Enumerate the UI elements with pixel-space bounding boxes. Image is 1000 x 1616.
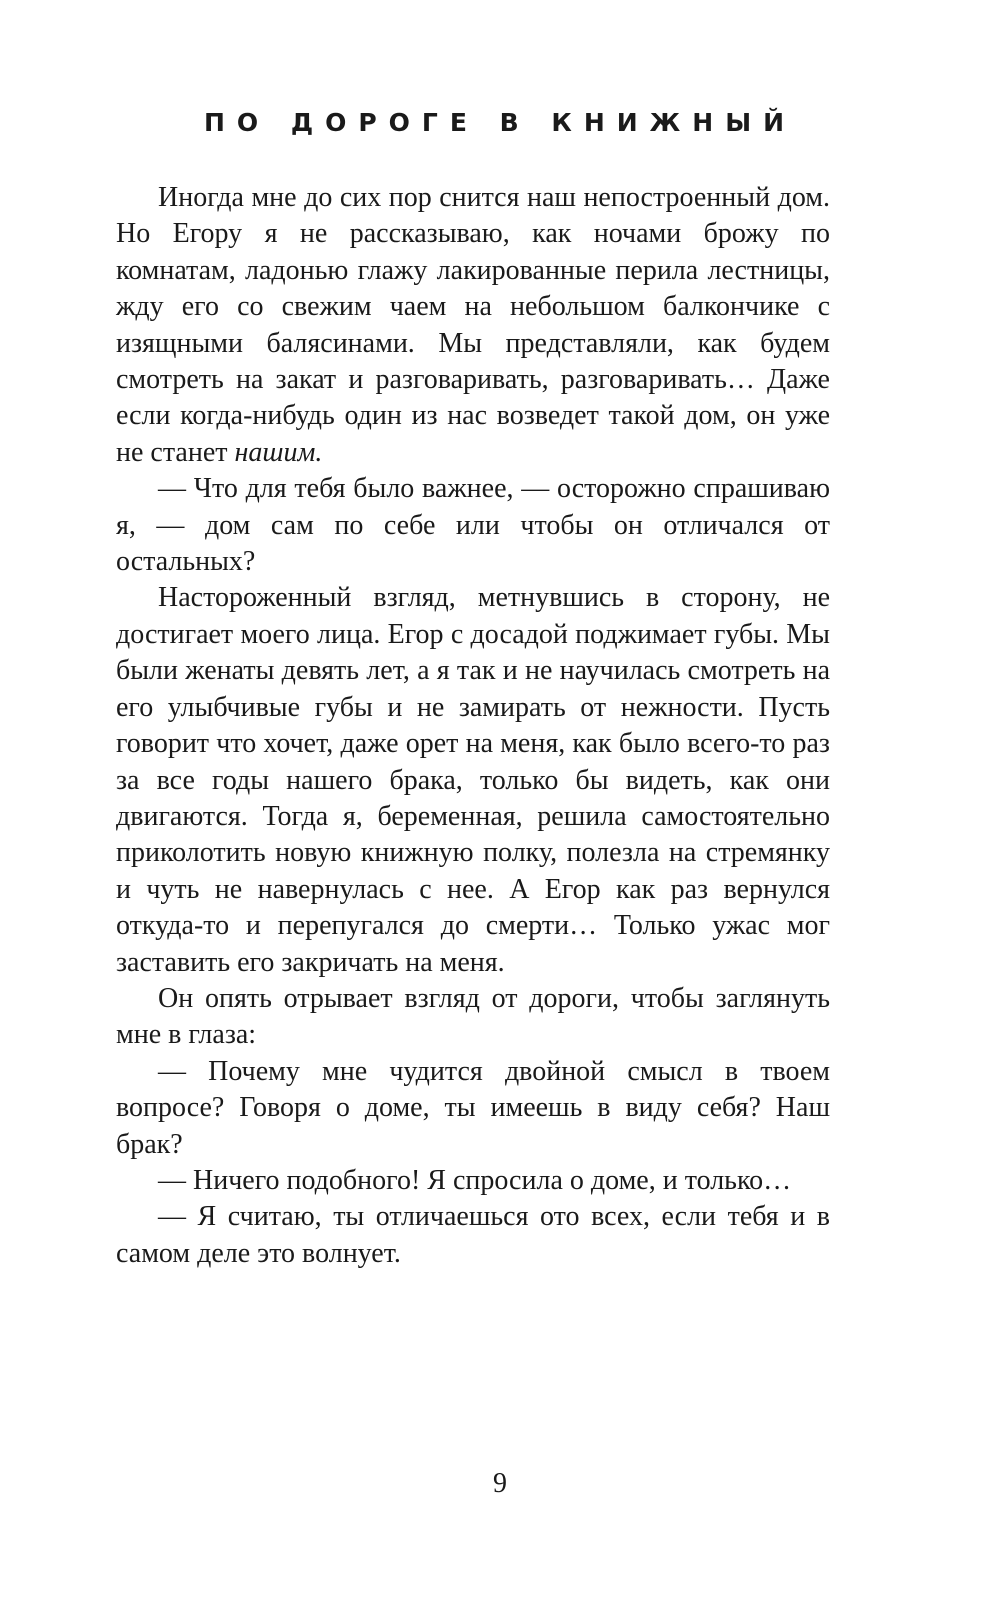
paragraph-1-text: Иногда мне до сих пор снится наш непостроенный дом. Но Егору я не рассказываю, как ночами брожу по комнатам, ладонью глажу лакированные перила лестницы, жду его со свежим чаем на небольшом балкончике с изящными балясинами. Мы представляли, как будем смотреть на закат и разговаривать, разговаривать… Даже если когда-нибудь один из нас возведет такой дом, он уже не станет <box>116 182 830 468</box>
page-number: 9 <box>493 1468 507 1499</box>
paragraph-4: Он опять отрывает взгляд от дороги, чтобы заглянуть мне в глаза: <box>116 982 830 1051</box>
paragraph-5: — Почему мне чудится двойной смысл в твоем вопросе? Говоря о доме, ты имеешь в виду себя? Наш брак? <box>116 1055 830 1160</box>
paragraph-1-italic-word: нашим. <box>234 436 323 468</box>
paragraph-7: — Я считаю, ты отличаешься ото всех, если тебя и в самом деле это волнует. <box>116 1201 830 1269</box>
body-text <box>116 180 830 1272</box>
paragraph-2: — Что для тебя было важнее, — осторожно спрашиваю я, — дом сам по себе или чтобы он отличался от остальных? <box>116 473 830 578</box>
paragraph-1 <box>116 180 830 471</box>
running-head-title: ПО ДОРОГЕ В КНИЖНЫЙ <box>203 108 797 137</box>
paragraph-3: Настороженный взгляд, метнувшись в сторону, не достигает моего лица. Егор с досадой поджимает губы. Мы были женаты девять лет, а я так и не научилась смотреть на его улыбчивые губы и не замирать от нежности. Пусть говорит что хочет, даже орет на меня, как было всего-то раз за все годы нашего брака, только бы видеть, как они двигаются. Тогда я, беременная, решила самостоятельно приколотить новую книжную полку, полезла на стремянку и чуть не навернулась с нее. А Егор как раз вернулся откуда-то и перепугался до смерти… Только ужас мог заставить его закричать на меня. <box>116 582 830 978</box>
paragraph-6: — Ничего подобного! Я спросила о доме, и только… <box>158 1164 792 1196</box>
